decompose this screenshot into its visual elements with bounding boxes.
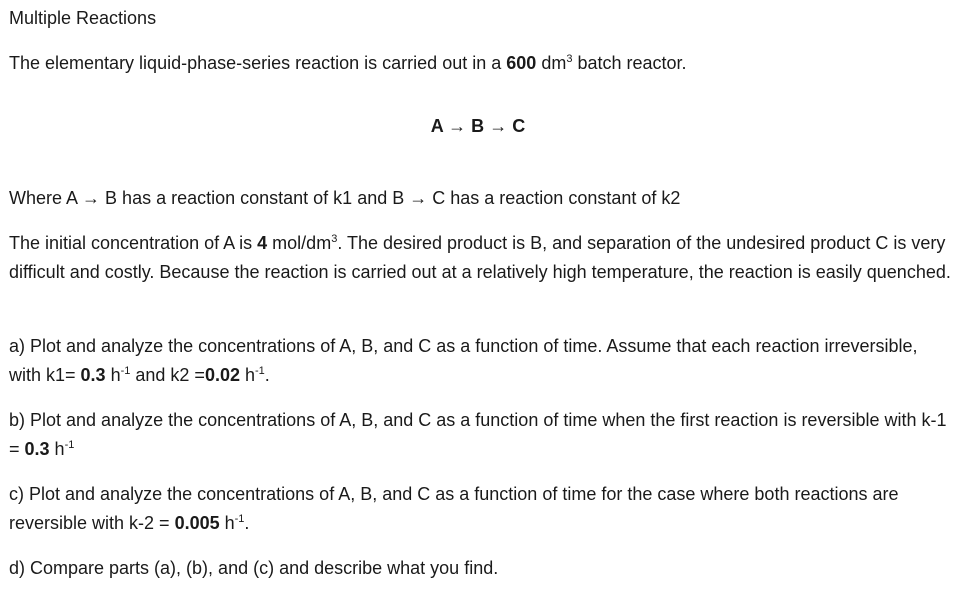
part-a-mid: and k2 = xyxy=(130,365,205,385)
volume-unit: dm xyxy=(541,53,567,73)
k-minus-1-value: 0.3 xyxy=(24,439,50,459)
k2-value: 0.02 xyxy=(204,365,240,385)
k-minus-2-unit: h xyxy=(219,513,235,533)
initial-conditions-paragraph xyxy=(9,229,954,287)
constants-text-2: B has a reaction constant of k1 and B xyxy=(100,188,410,208)
part-c-end: . xyxy=(244,513,250,533)
intro-paragraph xyxy=(9,49,687,78)
species-c: C xyxy=(512,116,526,136)
part-c-text: c) Plot and analyze the concentrations of A, B, and C as a function of time for the case where both reactions are reversible with k-2 = xyxy=(9,484,899,533)
rate-constants-paragraph xyxy=(9,184,680,213)
k2-unit: h xyxy=(239,365,255,385)
reactor-volume: 600 xyxy=(506,53,537,73)
species-a: A xyxy=(430,116,444,136)
species-b: B xyxy=(471,116,485,136)
k1-value: 0.3 xyxy=(80,365,106,385)
part-a-text: a) Plot and analyze the concentrations of A, B, and C as a function of time. Assume that each reaction irreversible, with k1= xyxy=(9,336,918,385)
volume-unit-exponent: 3 xyxy=(566,53,573,65)
part-c-paragraph xyxy=(9,480,954,538)
right-arrow-icon: → xyxy=(489,116,508,136)
document-title: Multiple Reactions xyxy=(9,8,157,28)
reaction-equation xyxy=(0,112,956,141)
k2-unit-exponent: -1 xyxy=(255,365,265,377)
k1-unit-exponent: -1 xyxy=(120,365,131,377)
constants-text-1: Where A xyxy=(9,188,83,208)
right-arrow-icon: → xyxy=(409,188,428,208)
intro-text: The elementary liquid-phase-series reaction is carried out in a xyxy=(9,53,507,73)
initial-text-end: . The desired product is B, and separation of the undesired product C is very difficult and costly. Because the reaction is carried out at a relatively high temperature, the reaction is easily quenched. xyxy=(9,233,951,282)
k-minus-1-unit-exponent: -1 xyxy=(64,439,75,451)
part-a-paragraph xyxy=(9,332,954,390)
part-b-paragraph xyxy=(9,406,954,464)
part-a-end: . xyxy=(264,365,270,385)
k-minus-1-unit: h xyxy=(49,439,65,459)
right-arrow-icon: → xyxy=(448,116,467,136)
constants-text-3: C has a reaction constant of k2 xyxy=(427,188,681,208)
concentration-unit: mol/dm xyxy=(267,233,332,253)
k1-unit: h xyxy=(105,365,121,385)
initial-concentration: 4 xyxy=(257,233,268,253)
part-d-paragraph: d) Compare parts (a), (b), and (c) and describe what you find. xyxy=(9,558,499,578)
k-minus-2-unit-exponent: -1 xyxy=(234,513,245,525)
k-minus-2-value: 0.005 xyxy=(174,513,220,533)
right-arrow-icon: → xyxy=(82,188,101,208)
part-b-text: b) Plot and analyze the concentrations of A, B, and C as a function of time when the first reaction is reversible with k-1 = xyxy=(9,410,947,459)
initial-text: The initial concentration of A is xyxy=(9,233,258,253)
intro-text-end: batch reactor. xyxy=(572,53,687,73)
concentration-unit-exponent: 3 xyxy=(331,233,338,245)
